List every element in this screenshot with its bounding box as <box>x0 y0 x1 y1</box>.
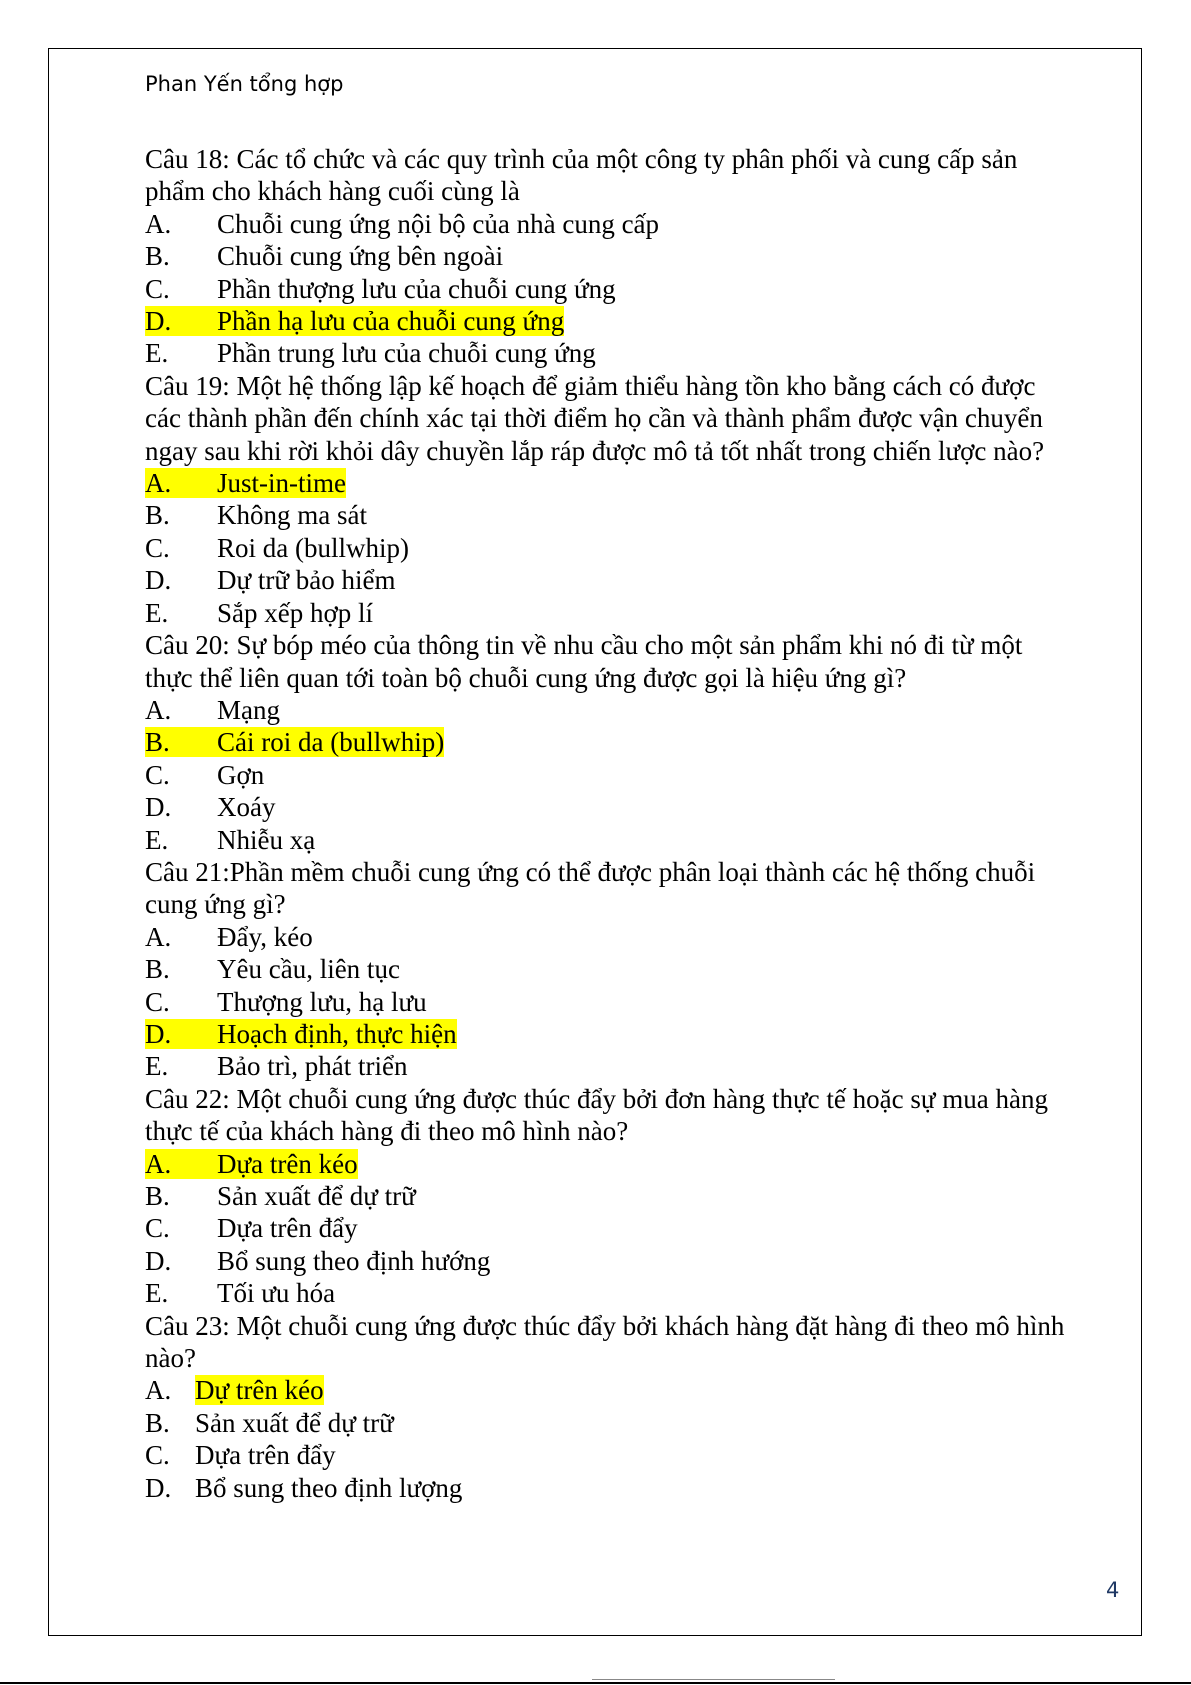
option-c: C. Roi da (bullwhip) <box>145 532 409 563</box>
option-d: D. Bổ sung theo định hướng <box>145 1245 491 1276</box>
option-a: A. Đẩy, kéo <box>145 921 313 952</box>
option-d-highlighted: D. Hoạch định, thực hiện <box>145 1018 457 1049</box>
option-b: B. Yêu cầu, liên tục <box>145 954 400 985</box>
option-b: B. Không ma sát <box>145 500 367 531</box>
option-b-highlighted: B. Cái roi da (bullwhip) <box>145 727 445 758</box>
question-20 <box>145 629 1065 856</box>
question-22 <box>145 1083 1065 1310</box>
page-number: 4 <box>1106 1578 1120 1602</box>
question-18 <box>145 143 1065 370</box>
question-text: Câu 21:Phần mềm chuỗi cung ứng có thể được phân loại thành các hệ thống chuỗi cung ứng gì? <box>145 856 1036 920</box>
option-a: A. Mạng <box>145 694 280 725</box>
page-header: Phan Yến tổng hợp <box>145 72 344 96</box>
bottom-rule <box>0 1682 1191 1684</box>
question-text: Câu 22: Một chuỗi cung ứng được thúc đẩy bởi đơn hàng thực tế hoặc sự mua hàng thực tế của khách hàng đi theo mô hình nào? <box>145 1083 1048 1147</box>
question-text: Câu 19: Một hệ thống lập kế hoạch để giảm thiểu hàng tồn kho bằng cách có được các thành phần đến chính xác tại thời điểm họ cần và thành phẩm được vận chuyển ngay sau khi rời khỏi dây chuyền lắp ráp được mô tả tốt nhất trong chiến lược nào? <box>145 370 1045 466</box>
option-d: D. Xoáy <box>145 792 276 823</box>
question-text: Câu 23: Một chuỗi cung ứng được thúc đẩy bởi khách hàng đặt hàng đi theo mô hình nào? <box>145 1310 1065 1374</box>
question-text: Câu 18: Các tổ chức và các quy trình của một công ty phân phối và cung cấp sản phẩm cho khách hàng cuối cùng là <box>145 144 1018 207</box>
question-text: Câu 20: Sự bóp méo của thông tin về nhu cầu cho một sản phẩm khi nó đi từ một thực thể liên quan tới toàn bộ chuỗi cung ứng được gọi là hiệu ứng gì? <box>145 630 1023 693</box>
option-b: B. Chuỗi cung ứng bên ngoài <box>145 241 504 272</box>
option-c: C. Dựa trên đẩy <box>145 1440 336 1471</box>
option-d: D. Dự trữ bảo hiểm <box>145 565 396 596</box>
option-e: E. Nhiễu xạ <box>145 824 316 855</box>
option-e: E. Phần trung lưu của chuỗi cung ứng <box>145 338 596 369</box>
option-e: E. Tối ưu hóa <box>145 1278 336 1309</box>
option-b: B. Sản xuất để dự trữ <box>145 1407 394 1438</box>
option-a-highlighted: A. Just-in-time <box>145 468 346 499</box>
question-23 <box>145 1310 1065 1504</box>
bottom-rule-secondary <box>592 1679 835 1680</box>
option-d: D. Bổ sung theo định lượng <box>145 1472 463 1503</box>
option-c: C. Thượng lưu, hạ lưu <box>145 986 427 1017</box>
document-body <box>145 143 1065 1504</box>
option-a-highlighted: A. Dự trên kéo <box>145 1375 324 1406</box>
option-c: C. Dựa trên đẩy <box>145 1213 358 1244</box>
option-c: C. Gợn <box>145 759 265 790</box>
option-a-highlighted: A. Dựa trên kéo <box>145 1148 358 1179</box>
option-c: C. Phần thượng lưu của chuỗi cung ứng <box>145 273 616 304</box>
option-d-highlighted: D. Phần hạ lưu của chuỗi cung ứng <box>145 306 565 337</box>
option-b: B. Sản xuất để dự trữ <box>145 1181 416 1211</box>
option-e: E. Bảo trì, phát triển <box>145 1051 408 1082</box>
question-19 <box>145 370 1065 629</box>
option-e: E. Sắp xếp hợp lí <box>145 597 374 628</box>
question-21 <box>145 856 1065 1083</box>
option-a: A. Chuỗi cung ứng nội bộ của nhà cung cấp <box>145 208 660 239</box>
